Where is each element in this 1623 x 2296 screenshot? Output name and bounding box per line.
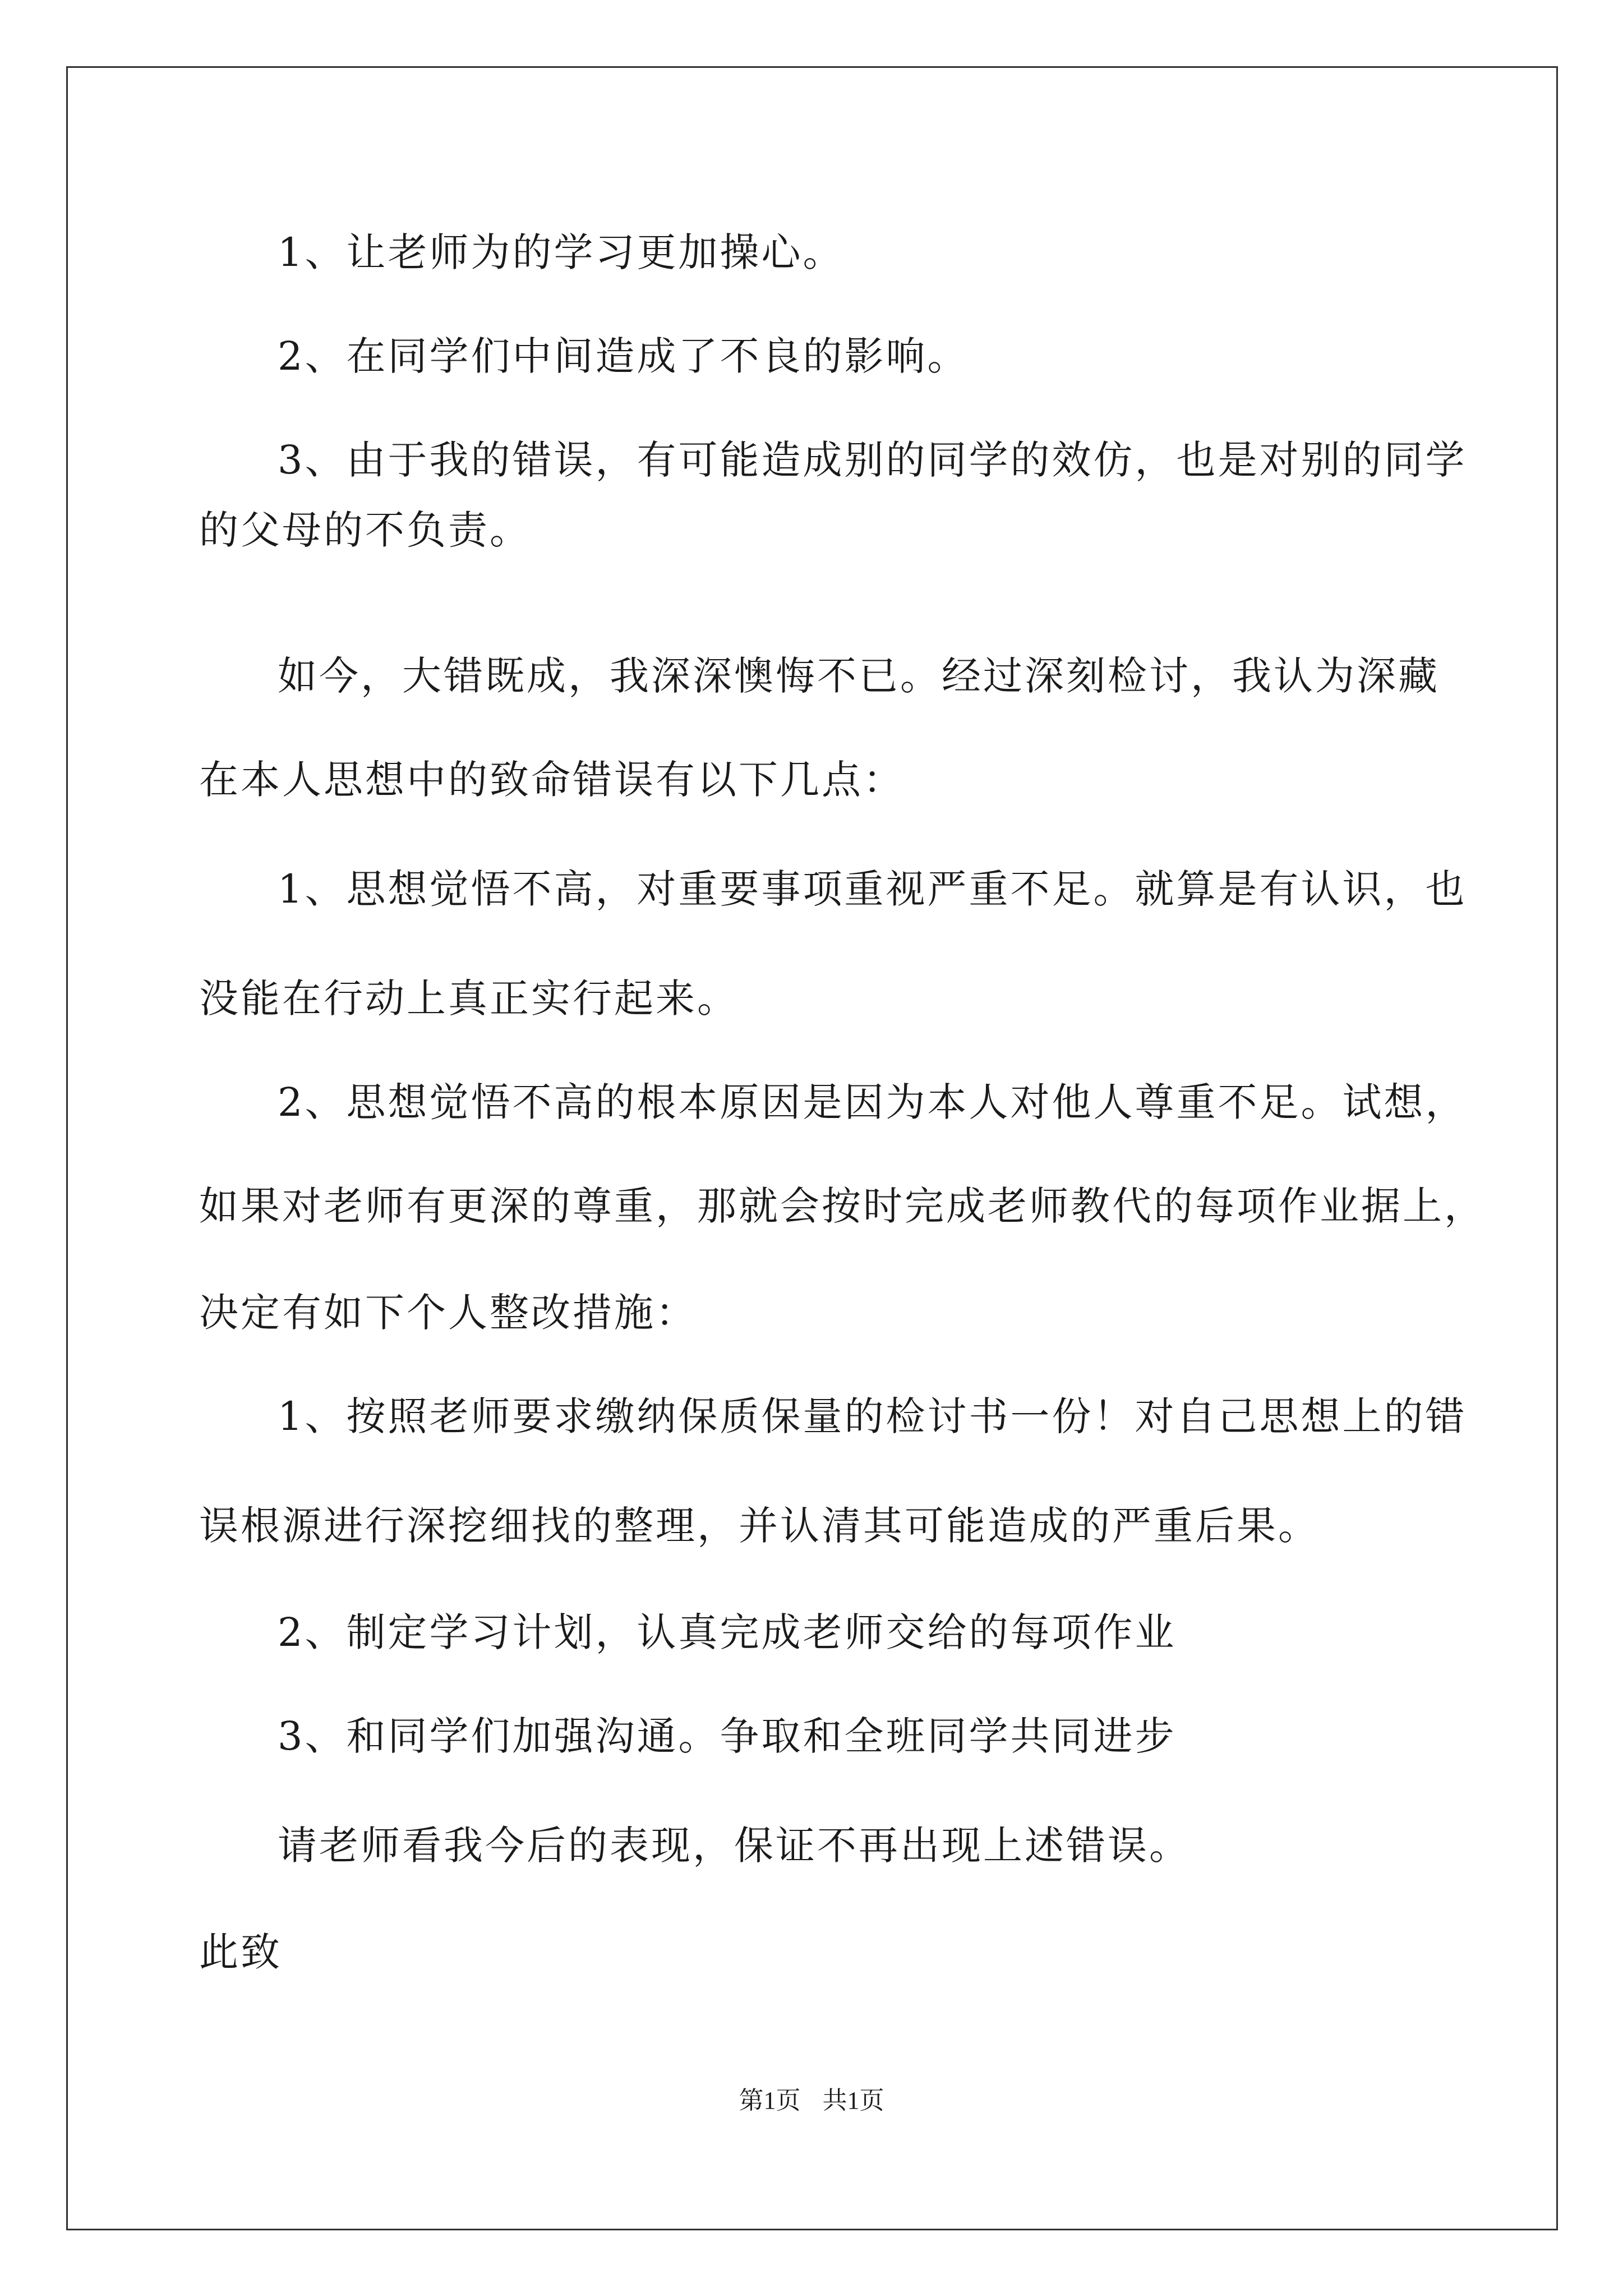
text-line: 没能在行动上真正实行起来。 — [199, 976, 739, 1022]
text-line: 2、制定学习计划，认真完成老师交给的每项作业 — [278, 1609, 1177, 1655]
text-line: 误根源进行深挖细找的整理，并认清其可能造成的严重后果。 — [199, 1503, 1320, 1549]
text-line: 如今，大错既成，我深深懊悔不已。经过深刻检讨，我认为深藏 — [278, 653, 1440, 699]
text-line: 2、思想觉悟不高的根本原因是因为本人对他人尊重不足。试想， — [278, 1079, 1467, 1125]
text-line: 3、由于我的错误，有可能造成别的同学的效仿，也是对别的同学 — [278, 437, 1467, 483]
text-line: 决定有如下个人整改措施： — [199, 1290, 697, 1336]
text-line: 请老师看我今后的表现，保证不再出现上述错误。 — [278, 1823, 1191, 1869]
text-line: 1、按照老师要求缴纳保质保量的检讨书一份！对自己思想上的错 — [278, 1393, 1467, 1439]
text-line: 在本人思想中的致命错误有以下几点： — [199, 757, 905, 803]
text-line: 的父母的不负责。 — [199, 507, 531, 553]
page-number-total: 共1页 — [822, 2087, 884, 2114]
text-line: 如果对老师有更深的尊重，那就会按时完成老师教代的每项作业据上， — [199, 1183, 1486, 1229]
page-footer — [0, 2084, 1623, 2118]
page-border — [66, 66, 1558, 2230]
text-line: 1、思想觉悟不高，对重要事项重视严重不足。就算是有认识，也 — [278, 866, 1467, 912]
text-line: 1、让老师为的学习更加操心。 — [278, 229, 845, 275]
text-line: 2、在同学们中间造成了不良的影响。 — [278, 333, 969, 379]
text-line: 3、和同学们加强沟通。争取和全班同学共同进步 — [278, 1713, 1177, 1759]
page-number-current: 第1页 — [739, 2087, 801, 2114]
text-line: 此致 — [199, 1929, 282, 1975]
